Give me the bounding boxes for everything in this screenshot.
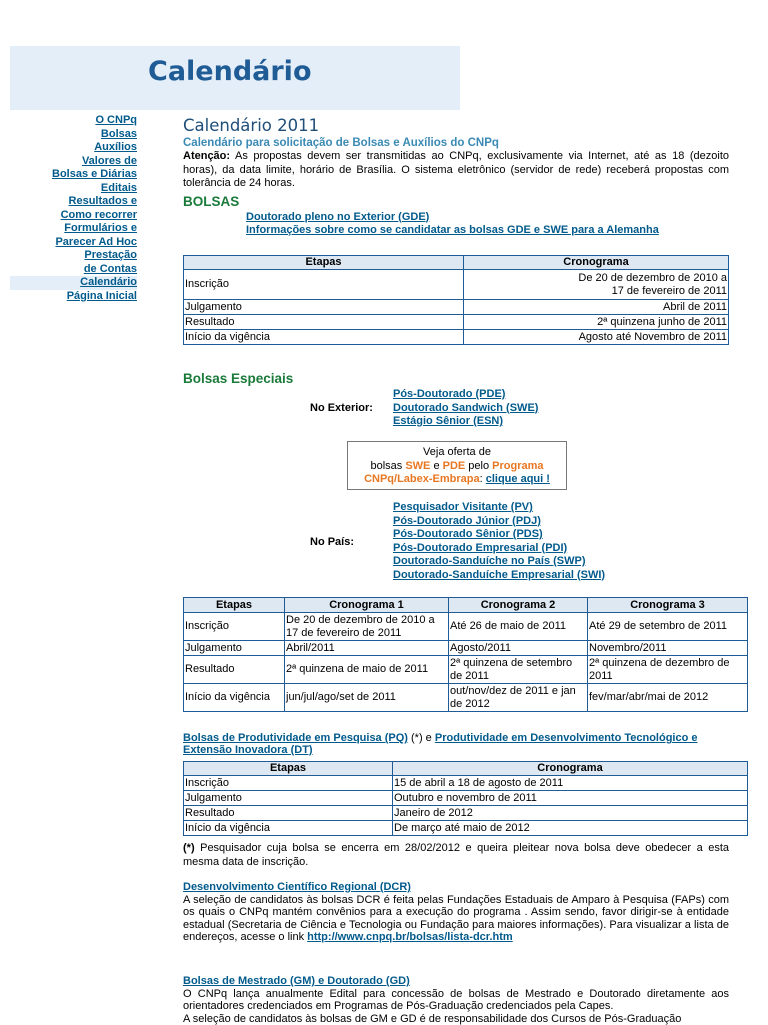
table-row [184,656,748,684]
gm-text2: A seleção de candidatos às bolsas de GM e GD é de responsabilidade dos Cursos de Pós-Graduação [183,1012,682,1025]
table-cell: De março até maio de 2012 [393,821,748,836]
page-banner [10,46,460,110]
cell-line: De 20 de dezembro de 2010 a [578,272,727,284]
gm-section [183,975,729,1025]
table-cell: Inscrição [184,776,393,791]
offer-swe: SWE [405,459,431,472]
pq-heading [183,732,729,756]
table-row [184,270,729,300]
table-cell: Resultado [184,656,285,684]
nav-formularios-1[interactable]: Formulários e [64,222,137,234]
link-dt[interactable]: Produtividade em Desenvolvimento Tecnológico e Extensão Inovadora (DT) [183,732,698,756]
dcr-section [183,881,729,944]
nav-bolsas[interactable]: Bolsas [100,127,137,140]
sidebar-nav [10,114,137,303]
table-cell: 2ª quinzena de dezembro de 2011 [588,656,748,684]
pq-table [183,761,748,836]
offer-line2 [348,460,566,474]
table-cell: Novembro/2011 [588,641,748,656]
gm-text1: O CNPq lança anualmente Edital para concessão de bolsas de Mestrado e Doutorado diretamente aos orientadores credenciados em Programas de Pós-Graduação credenciados pela Capes. [183,987,729,1012]
table-row [184,791,748,806]
pais-label: No País: [310,536,355,548]
offer-text: pelo [465,459,493,472]
link-pds[interactable]: Pós-Doutorado Sênior (PDS) [393,528,543,540]
link-esn[interactable]: Estágio Sênior (ESN) [393,415,504,427]
col-header: Etapas [184,762,393,776]
table-cell: Abril de 2011 [464,300,729,315]
offer-text: bolsas [370,459,406,472]
table-row [184,330,729,345]
attention-paragraph [183,150,729,191]
table-row [184,613,748,641]
dcr-text: A seleção de candidatos às bolsas DCR é feita pelas Fundações Estaduais de Amparo à Pesquisa (FAPs) com os quais o CNPq mantém convênios para a execução do programa . Assim sendo, favor dirigir-se à entidade estadual (Secretaria de Ciência e Tecnologia ou Fundação para maiores informações). Para visualizar a lista de endereços, acesse o link [183,893,729,943]
table-cell [464,270,729,300]
exterior-label: No Exterior: [310,402,373,414]
table-cell: 2ª quinzena de maio de 2011 [285,656,449,684]
table-row [184,806,748,821]
dcr-url-link[interactable]: http://www.cnpq.br/bolsas/lista-dcr.htm [307,931,513,943]
link-pde[interactable]: Pós-Doutorado (PDE) [393,388,506,400]
col-header: Cronograma [393,762,748,776]
link-dcr[interactable]: Desenvolvimento Científico Regional (DCR) [183,881,411,893]
main-content [183,116,729,238]
table-row [184,684,748,712]
nav-prestacao-2[interactable]: de Contas [83,262,137,275]
nav-formularios-2[interactable]: Parecer Ad Hoc [55,235,137,248]
table-cell: Julgamento [184,791,393,806]
attention-text: As propostas devem ser transmitidas ao CNPq, exclusivamente via Internet, até as 18 (dezoito horas), da data limite, horário de Brasília. O sistema eletrônico (servidor de rede) receberá propostas com tolerância de 24 horas. [183,150,729,189]
col-header: Cronograma 1 [285,598,449,613]
table-cell: Até 26 de maio de 2011 [449,613,588,641]
nav-resultados-2[interactable]: Como recorrer [60,208,137,221]
nav-prestacao-1[interactable]: Prestação [84,249,137,261]
bolsas-table [183,255,729,345]
link-pq[interactable]: Bolsas de Produtividade em Pesquisa (PQ) [183,732,408,744]
table-cell: 15 de abril a 18 de agosto de 2011 [393,776,748,791]
nav-valores-1[interactable]: Valores de [81,154,137,167]
exterior-links [393,388,538,429]
table-cell: 2ª quinzena de setembro de 2011 [449,656,588,684]
table-cell: De 20 de dezembro de 2010 a 17 de fevereiro de 2011 [285,613,449,641]
table-cell: jun/jul/ago/set de 2011 [285,684,449,712]
nav-auxilios[interactable]: Auxílios [94,141,137,153]
link-gde[interactable]: Doutorado pleno no Exterior (GDE) [246,210,430,223]
col-header: Cronograma 3 [588,598,748,613]
col-header: Cronograma 2 [449,598,588,613]
bolsas-heading: BOLSAS [183,193,240,209]
table-cell: Início da vigência [184,821,393,836]
table-cell: out/nov/dez de 2011 e jan de 2012 [449,684,588,712]
col-header: Etapas [184,598,285,613]
table-cell: Início da vigência [184,330,464,345]
nav-editais[interactable]: Editais [100,181,137,194]
nav-o-cnpq[interactable]: O CNPq [95,114,137,126]
pq-note-mark: (*) [183,842,195,854]
pais-links [393,501,605,582]
table-cell: Julgamento [184,641,285,656]
nav-resultados-1[interactable]: Resultados e [68,195,137,207]
link-gde-swe-alemanha[interactable]: Informações sobre como se candidatar as bolsas GDE e SWE para a Alemanha [246,224,659,236]
labex-offer-box [347,441,567,490]
table-cell: Resultado [184,806,393,821]
table-row [184,315,729,330]
pq-mid: (*) e [407,732,435,744]
table-cell: fev/mar/abr/mai de 2012 [588,684,748,712]
cell-line: 17 de fevereiro de 2011 [611,284,727,297]
clique-aqui-link[interactable]: clique aqui ! [485,473,550,485]
nav-pagina-inicial[interactable]: Página Inicial [66,289,137,302]
nav-valores-2[interactable]: Bolsas e Diárias [52,168,137,180]
link-pv[interactable]: Pesquisador Visitante (PV) [393,501,533,513]
table-cell: Inscrição [184,270,464,300]
link-swi[interactable]: Doutorado-Sanduíche Empresarial (SWI) [393,568,606,581]
table-row [184,641,748,656]
offer-text: : [479,473,486,485]
offer-line3 [348,473,566,487]
offer-programa: Programa [492,459,544,472]
table-cell: Julgamento [184,300,464,315]
table-row [184,776,748,791]
table-cell: 2ª quinzena junho de 2011 [464,315,729,330]
table-cell: Agosto/2011 [449,641,588,656]
col-header: Etapas [184,256,464,270]
page-title: Calendário 2011 [183,116,320,135]
pq-note-text: Pesquisador cuja bolsa se encerra em 28/02/2012 e queira pleitear nova bolsa deve obedecer a esta mesma data de inscrição. [183,842,729,868]
offer-labex: CNPq/Labex-Embrapa [364,473,480,485]
link-swp[interactable]: Doutorado-Sanduíche no País (SWP) [393,555,586,567]
table-cell: Início da vigência [184,684,285,712]
table-row [184,300,729,315]
table-cell: Resultado [184,315,464,330]
offer-pde: PDE [442,459,466,472]
pq-note [183,842,729,869]
link-pdi[interactable]: Pós-Doutorado Empresarial (PDI) [393,541,568,554]
link-pdj[interactable]: Pós-Doutorado Júnior (PDJ) [393,514,541,527]
especiais-heading: Bolsas Especiais [183,371,294,386]
table-row [184,821,748,836]
nav-calendario[interactable]: Calendário [10,276,137,290]
especiais-table [183,597,748,712]
offer-text: e [430,459,443,472]
page-subtitle: Calendário para solicitação de Bolsas e Auxílios do CNPq [183,137,499,149]
link-gm-gd[interactable]: Bolsas de Mestrado (GM) e Doutorado (GD) [183,975,410,987]
table-cell: Janeiro de 2012 [393,806,748,821]
table-cell: Abril/2011 [285,641,449,656]
table-cell: Até 29 de setembro de 2011 [588,613,748,641]
banner-title: Calendário [148,56,312,87]
col-header: Cronograma [464,256,729,270]
table-cell: Outubro e novembro de 2011 [393,791,748,806]
link-swe[interactable]: Doutorado Sandwich (SWE) [393,401,539,414]
table-cell: Inscrição [184,613,285,641]
offer-line1: Veja oferta de [423,446,491,458]
table-cell: Agosto até Novembro de 2011 [464,330,729,345]
attention-label: Atenção: [183,150,231,162]
